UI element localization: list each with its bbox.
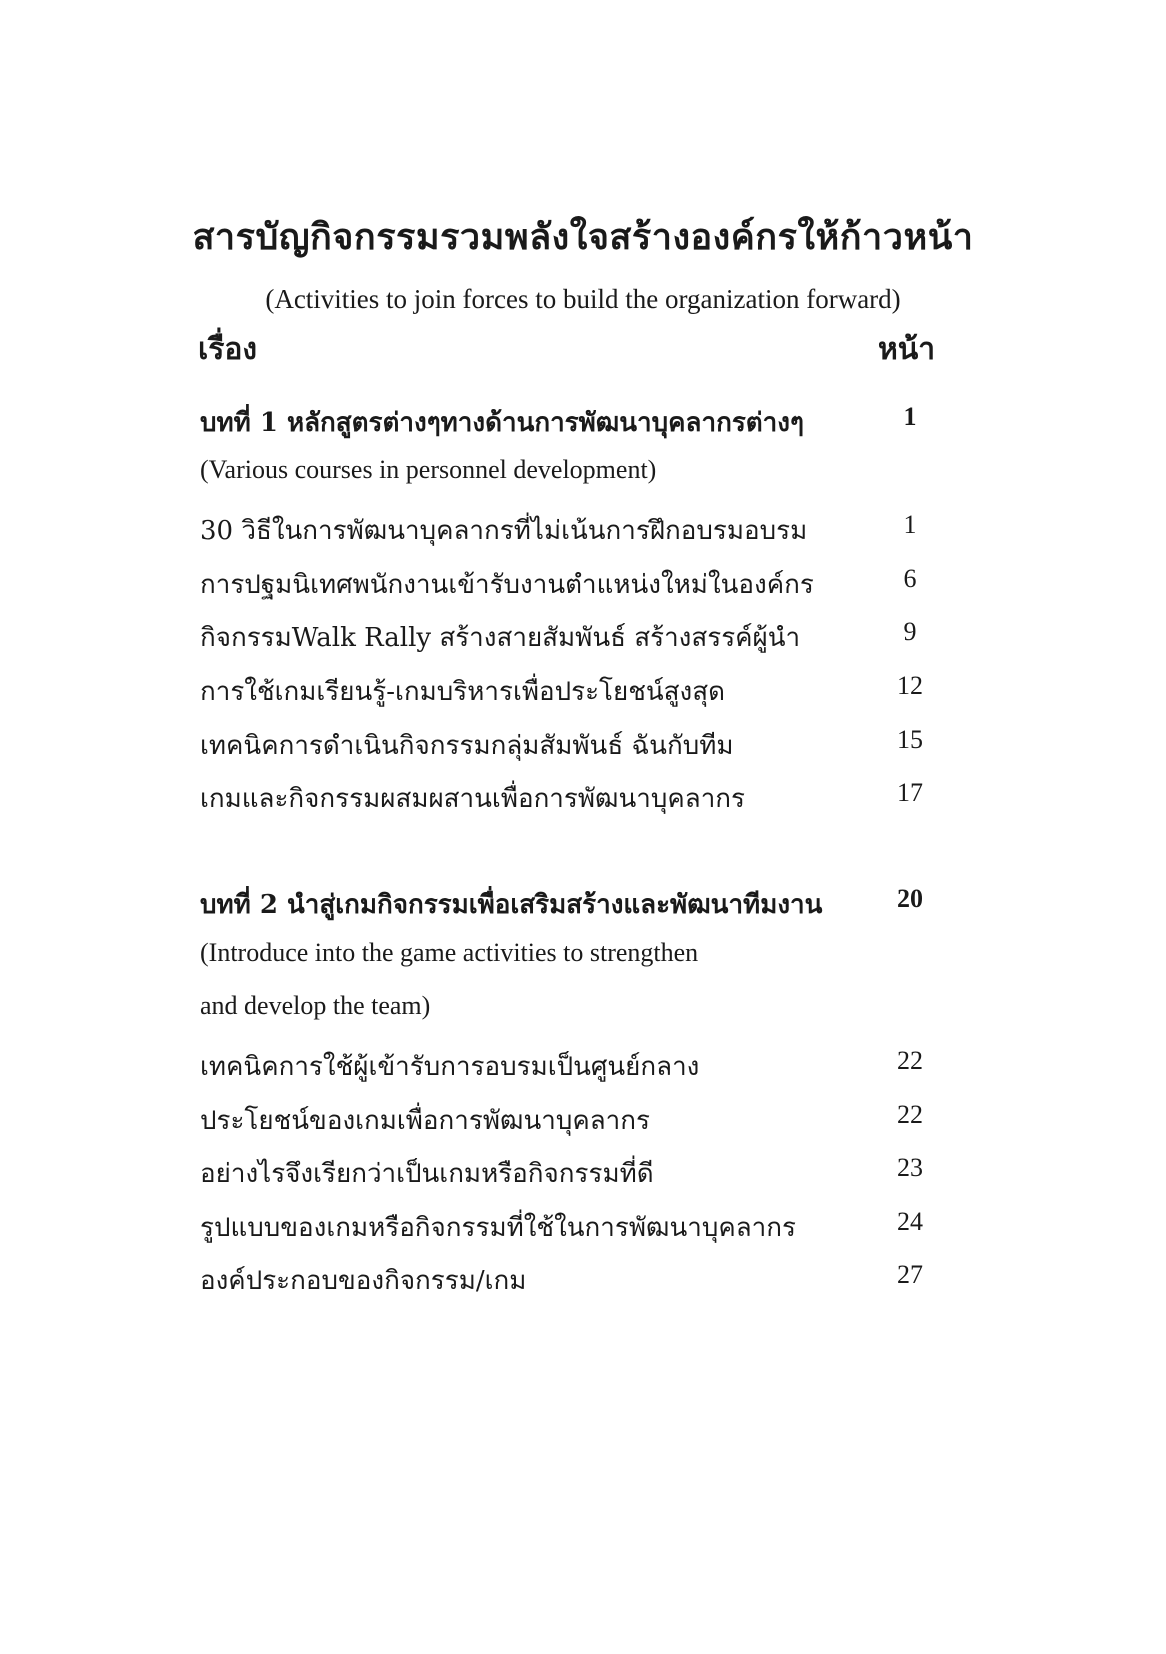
chapter-1-english-title: (Various courses in personnel development) bbox=[200, 455, 657, 484]
toc-entry-title: 30 วิธีในการพัฒนาบุคลากรที่ไม่เน้นการฝึกอบรมอบรม bbox=[200, 516, 808, 546]
toc-entry-row bbox=[200, 1207, 940, 1247]
toc-entry-row bbox=[200, 671, 940, 711]
toc-entry-row bbox=[200, 1260, 940, 1300]
chapter-2-heading-row bbox=[200, 884, 940, 924]
toc-entry-title: เทคนิคการใช้ผู้เข้ารับการอบรมเป็นศูนย์กลาง bbox=[200, 1052, 700, 1082]
toc-entry-row bbox=[200, 564, 940, 604]
toc-entry-row bbox=[200, 510, 940, 550]
toc-entry-title: การปฐมนิเทศพนักงานเข้ารับงานตำแหน่งใหม่ในองค์กร bbox=[200, 570, 814, 600]
chapter-1-heading: บทที่ 1 หลักสูตรต่างๆทางด้านการพัฒนาบุคลากรต่างๆ bbox=[200, 408, 804, 438]
chapter-2-english-title-line2: and develop the team) bbox=[200, 991, 431, 1020]
toc-entry-title: เกมและกิจกรรมผสมผสานเพื่อการพัฒนาบุคลากร bbox=[200, 784, 746, 814]
toc-entry-page: 27 bbox=[897, 1260, 923, 1289]
toc-entry-row bbox=[200, 778, 940, 818]
toc-entry-row bbox=[200, 617, 940, 657]
chapter-2-page-number: 20 bbox=[897, 884, 923, 913]
column-header-page: หน้า bbox=[878, 332, 936, 367]
toc-entry-title: การใช้เกมเรียนรู้-เกมบริหารเพื่อประโยชน์สูงสุด bbox=[200, 677, 725, 707]
chapter-2-english-row bbox=[200, 991, 940, 1031]
column-header-topic: เรื่อง bbox=[198, 332, 258, 367]
chapter-1-english-row bbox=[200, 455, 940, 495]
toc-entry-page: 12 bbox=[897, 671, 923, 700]
chapter-2-english-title-line1: (Introduce into the game activities to strengthen bbox=[200, 938, 699, 967]
toc-entry-title: อย่างไรจึงเรียกว่าเป็นเกมหรือกิจกรรมที่ดี bbox=[200, 1159, 654, 1189]
chapter-2-english-row bbox=[200, 938, 940, 978]
chapter-2-heading: บทที่ 2 นำสู่เกมกิจกรรมเพื่อเสริมสร้างและพัฒนาทีมงาน bbox=[200, 890, 823, 920]
toc-entry-title: ประโยชน์ของเกมเพื่อการพัฒนาบุคลากร bbox=[200, 1106, 650, 1136]
toc-entry-page: 1 bbox=[903, 510, 917, 539]
toc-entry-page: 15 bbox=[897, 725, 923, 754]
toc-entry-title: กิจกรรมWalk Rally สร้างสายสัมพันธ์ สร้างสรรค์ผู้นำ bbox=[200, 623, 801, 653]
toc-entry-page: 17 bbox=[897, 778, 923, 807]
toc-entry-page: 23 bbox=[897, 1153, 923, 1182]
toc-entry-row bbox=[200, 1100, 940, 1140]
page-subtitle: (Activities to join forces to build the organization forward) bbox=[265, 284, 901, 314]
toc-entry-page: 22 bbox=[897, 1046, 923, 1075]
page-title: สารบัญกิจกรรมรวมพลังใจสร้างองค์กรให้ก้าวหน้า bbox=[192, 216, 974, 258]
toc-entry-title: เทคนิคการดำเนินกิจกรรมกลุ่มสัมพันธ์ ฉันกับทีม bbox=[200, 731, 734, 761]
toc-entry-page: 9 bbox=[903, 617, 917, 646]
chapter-1-heading-row bbox=[200, 402, 940, 442]
toc-entry-row bbox=[200, 1046, 940, 1086]
toc-entry-page: 22 bbox=[897, 1100, 923, 1129]
toc-entry-page: 6 bbox=[903, 564, 917, 593]
toc-entry-row bbox=[200, 1153, 940, 1193]
toc-entry-title: รูปแบบของเกมหรือกิจกรรมที่ใช้ในการพัฒนาบุคลากร bbox=[200, 1213, 796, 1243]
toc-entry-title: องค์ประกอบของกิจกรรม/เกม bbox=[200, 1266, 527, 1296]
toc-entry-row bbox=[200, 725, 940, 765]
toc-entry-page: 24 bbox=[897, 1207, 923, 1236]
chapter-1-page-number: 1 bbox=[903, 402, 917, 431]
